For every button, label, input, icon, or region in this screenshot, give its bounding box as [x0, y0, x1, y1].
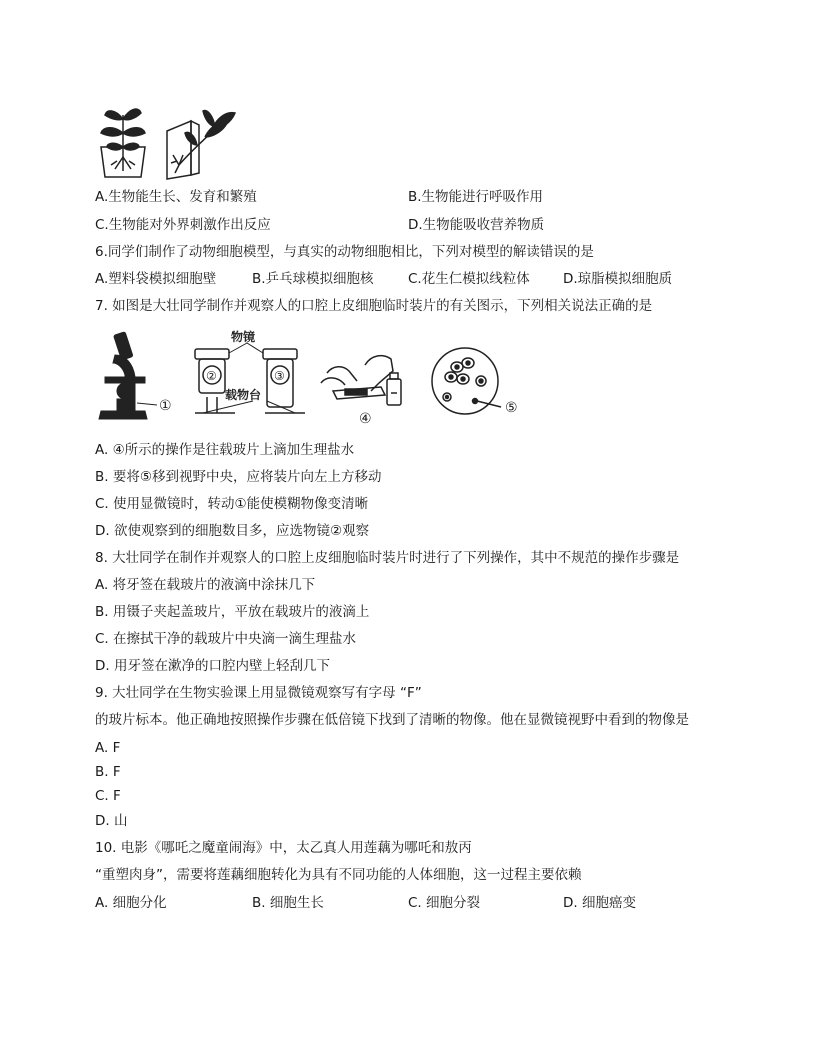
q10-stem-line1: 10. 电影《哪吒之魔童闹海》中，太乙真人用莲藕为哪吒和敖丙 [95, 840, 472, 856]
q9-option-d: D. 山 [95, 813, 128, 829]
q5-option-b: B.生物能进行呼吸作用 [408, 189, 544, 205]
q10-option-c: C. 细胞分裂 [408, 895, 481, 911]
q8-option-b: B. 用镊子夹起盖玻片，平放在载玻片的液滴上 [95, 604, 370, 620]
q8-stem: 8. 大壮同学在制作并观察人的口腔上皮细胞临时装片时进行了下列操作，其中不规范的操作步骤是 [95, 550, 680, 566]
q6-option-b: B.乒乓球模拟细胞核 [252, 271, 374, 287]
plant-figure [95, 95, 245, 180]
q9-option-c: C. F [95, 788, 121, 804]
q7-option-a: A. ④所示的操作是往载玻片上滴加生理盐水 [95, 442, 355, 458]
q5-option-c: C.生物能对外界刺激作出反应 [95, 217, 271, 233]
q9-stem-line1: 9. 大壮同学在生物实验课上用显微镜观察写有字母 “F” [95, 685, 422, 701]
microscope-icon [99, 332, 147, 419]
figure-marker-1: ① [159, 398, 172, 414]
q9-option-a: A. F [95, 740, 121, 756]
q9-stem-line2: 的玻片标本。他正确地按照操作步骤在低倍镜下找到了清晰的物像。他在显微镜视野中看到的物像是 [95, 712, 689, 728]
q5-option-d: D.生物能吸收营养物质 [408, 217, 545, 233]
figure-marker-2: ② [206, 369, 217, 383]
q6-stem: 6.同学们制作了动物细胞模型，与真实的动物细胞相比，下列对模型的解读错误的是 [95, 244, 594, 260]
q10-stem-line2: “重塑肉身”，需要将莲藕细胞转化为具有不同功能的人体细胞，这一过程主要依赖 [95, 867, 582, 883]
q10-option-b: B. 细胞生长 [252, 895, 324, 911]
figure-marker-4: ④ [359, 411, 372, 427]
q6-option-d: D.琼脂模拟细胞质 [563, 271, 673, 287]
q5-option-a: A.生物能生长、发育和繁殖 [95, 189, 257, 205]
q7-option-c: C. 使用显微镜时，转动①能使模糊物像变清晰 [95, 496, 369, 512]
microscope-figure [95, 325, 525, 425]
objective-label: 物镜 [231, 330, 256, 344]
q8-option-d: D. 用牙签在漱净的口腔内壁上轻刮几下 [95, 658, 330, 674]
stage-label: 载物台 [225, 388, 262, 402]
q7-option-b: B. 要将⑤移到视野中央，应将装片向左上方移动 [95, 469, 382, 485]
q8-option-a: A. 将牙签在载玻片的液滴中涂抹几下 [95, 577, 316, 593]
q10-option-d: D. 细胞癌变 [563, 895, 636, 911]
q9-option-b: B. F [95, 764, 121, 780]
q6-option-a: A.塑料袋模拟细胞壁 [95, 271, 217, 287]
figure-marker-3: ③ [274, 369, 285, 383]
q10-option-a: A. 细胞分化 [95, 895, 167, 911]
q6-option-c: C.花生仁模拟线粒体 [408, 271, 530, 287]
q8-option-c: C. 在擦拭干净的载玻片中央滴一滴生理盐水 [95, 631, 357, 647]
figure-marker-5: ⑤ [505, 400, 518, 416]
q7-stem: 7. 如图是大壮同学制作并观察人的口腔上皮细胞临时装片的有关图示，下列相关说法正确的是 [95, 298, 653, 314]
q7-option-d: D. 欲使观察到的细胞数目多，应选物镜②观察 [95, 523, 370, 539]
